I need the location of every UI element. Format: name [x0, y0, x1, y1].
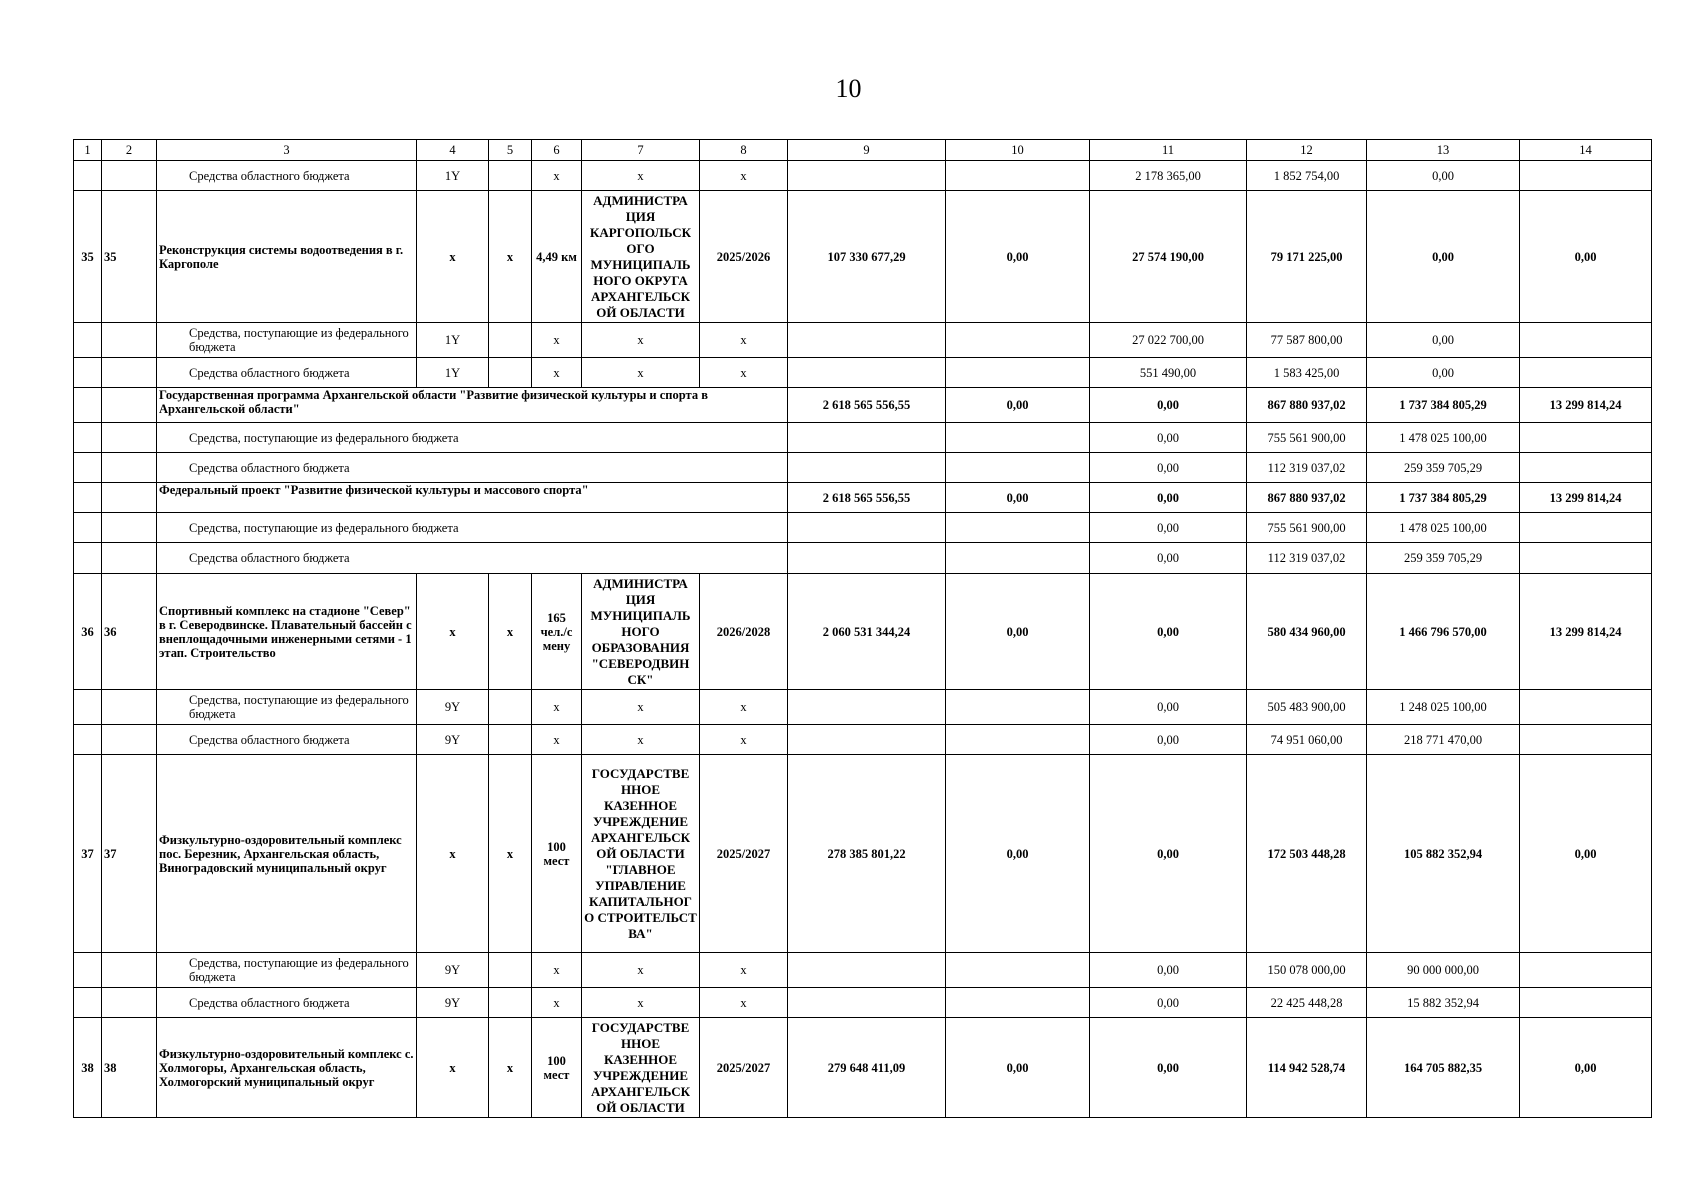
cell: 278 385 801,22 [788, 755, 946, 953]
cell: 15 882 352,94 [1367, 988, 1520, 1018]
capacity: 100 мест [532, 1018, 582, 1118]
cell: х [700, 323, 788, 358]
cell: х [532, 690, 582, 725]
row-number: 36 [74, 574, 102, 690]
cell: 0,00 [1367, 323, 1520, 358]
cell: 0,00 [1090, 755, 1247, 953]
row-name: Средства областного бюджета [157, 358, 417, 388]
customer: АДМИНИСТРА ЦИЯ МУНИЦИПАЛЬ НОГО ОБРАЗОВАНИЯ "СЕВЕРОДВИН СК" [582, 574, 700, 690]
customer: ГОСУДАРСТВЕ ННОЕ КАЗЕННОЕ УЧРЕЖДЕНИЕ АРХАНГЕЛЬСК ОЙ ОБЛАСТИ [582, 1018, 700, 1118]
cell: 22 425 448,28 [1247, 988, 1367, 1018]
program-name: Государственная программа Архангельской области "Развитие физической культуры и спорта в Архангельской области" [157, 388, 788, 423]
cell: 218 771 470,00 [1367, 725, 1520, 755]
cell: 0,00 [1090, 453, 1247, 483]
cell: 27 022 700,00 [1090, 323, 1247, 358]
row-name: Средства, поступающие из федерального бюджета [157, 513, 788, 543]
table-row [74, 453, 1652, 483]
cell: х [700, 725, 788, 755]
cell: 9Y [417, 988, 489, 1018]
cell: 1 583 425,00 [1247, 358, 1367, 388]
cell: 13 299 814,24 [1520, 388, 1652, 423]
cell: 0,00 [946, 1018, 1090, 1118]
table-row [74, 191, 1652, 323]
cell: х [700, 161, 788, 191]
cell: х [417, 574, 489, 690]
row-name: Средства, поступающие из федерального бюджета [157, 323, 417, 358]
table-row [74, 423, 1652, 453]
period: 2025/2026 [700, 191, 788, 323]
row-name: Средства областного бюджета [157, 988, 417, 1018]
cell: 0,00 [946, 191, 1090, 323]
cell: х [582, 988, 700, 1018]
cell: х [700, 953, 788, 988]
cell: х [489, 755, 532, 953]
cell: х [532, 953, 582, 988]
table-row [74, 988, 1652, 1018]
cell: х [700, 358, 788, 388]
cell: х [582, 953, 700, 988]
col-header: 12 [1247, 140, 1367, 161]
cell: 0,00 [1090, 725, 1247, 755]
cell: х [417, 191, 489, 323]
cell: х [582, 323, 700, 358]
table-row [74, 725, 1652, 755]
table-row [74, 953, 1652, 988]
col-header: 8 [700, 140, 788, 161]
cell: х [700, 988, 788, 1018]
period: 2026/2028 [700, 574, 788, 690]
period: 2025/2027 [700, 755, 788, 953]
row-name: Средства, поступающие из федерального бюджета [157, 690, 417, 725]
customer: АДМИНИСТРА ЦИЯ КАРГОПОЛЬСК ОГО МУНИЦИПАЛЬ НОГО ОКРУГА АРХАНГЕЛЬСК ОЙ ОБЛАСТИ [582, 191, 700, 323]
cell: 0,00 [1520, 755, 1652, 953]
cell: 755 561 900,00 [1247, 513, 1367, 543]
table-row [74, 358, 1652, 388]
cell: х [582, 161, 700, 191]
cell: 0,00 [1520, 191, 1652, 323]
cell: 79 171 225,00 [1247, 191, 1367, 323]
col-header: 14 [1520, 140, 1652, 161]
table-row [74, 161, 1652, 191]
cell: х [582, 690, 700, 725]
cell: 551 490,00 [1090, 358, 1247, 388]
cell: 2 060 531 344,24 [788, 574, 946, 690]
col-header: 6 [532, 140, 582, 161]
row-number: 37 [74, 755, 102, 953]
cell: 0,00 [1090, 513, 1247, 543]
cell: 0,00 [946, 388, 1090, 423]
customer: ГОСУДАРСТВЕ ННОЕ КАЗЕННОЕ УЧРЕЖДЕНИЕ АРХАНГЕЛЬСК ОЙ ОБЛАСТИ "ГЛАВНОЕ УПРАВЛЕНИЕ КАПИТАЛЬНОГ О СТРОИТЕЛЬСТ ВА" [582, 755, 700, 953]
cell: х [489, 1018, 532, 1118]
cell: 90 000 000,00 [1367, 953, 1520, 988]
table-row [74, 1018, 1652, 1118]
row-name: Средства областного бюджета [157, 161, 417, 191]
cell: 1 852 754,00 [1247, 161, 1367, 191]
col-header: 3 [157, 140, 417, 161]
cell: х [582, 358, 700, 388]
cell: 1Y [417, 358, 489, 388]
cell: 0,00 [1090, 574, 1247, 690]
cell: 77 587 800,00 [1247, 323, 1367, 358]
cell: 0,00 [1090, 483, 1247, 513]
cell: 172 503 448,28 [1247, 755, 1367, 953]
cell: 1Y [417, 161, 489, 191]
cell: 580 434 960,00 [1247, 574, 1367, 690]
cell: 1 478 025 100,00 [1367, 423, 1520, 453]
cell: 0,00 [1090, 543, 1247, 574]
cell: 9Y [417, 725, 489, 755]
col-header: 7 [582, 140, 700, 161]
cell: 0,00 [1367, 191, 1520, 323]
col-header: 9 [788, 140, 946, 161]
capacity: 165 чел./с мену [532, 574, 582, 690]
budget-table [73, 139, 1652, 1118]
row-name: Средства областного бюджета [157, 543, 788, 574]
row-number: 35 [74, 191, 102, 323]
cell: 0,00 [1090, 1018, 1247, 1118]
cell: 1 478 025 100,00 [1367, 513, 1520, 543]
cell: х [489, 574, 532, 690]
cell: 1Y [417, 323, 489, 358]
cell: 0,00 [1090, 690, 1247, 725]
cell: 0,00 [1090, 388, 1247, 423]
cell: 105 882 352,94 [1367, 755, 1520, 953]
period: 2025/2027 [700, 1018, 788, 1118]
cell: 74 951 060,00 [1247, 725, 1367, 755]
cell: 0,00 [1520, 1018, 1652, 1118]
table-row [74, 755, 1652, 953]
cell: 27 574 190,00 [1090, 191, 1247, 323]
cell: 114 942 528,74 [1247, 1018, 1367, 1118]
capacity: 100 мест [532, 755, 582, 953]
table-row [74, 574, 1652, 690]
cell: 164 705 882,35 [1367, 1018, 1520, 1118]
cell: х [532, 988, 582, 1018]
cell: 1 248 025 100,00 [1367, 690, 1520, 725]
cell: 1 466 796 570,00 [1367, 574, 1520, 690]
table-row [74, 543, 1652, 574]
cell: х [532, 725, 582, 755]
page-number: 10 [835, 74, 862, 103]
table-row [74, 513, 1652, 543]
cell: х [532, 161, 582, 191]
cell: 1 737 384 805,29 [1367, 483, 1520, 513]
cell: 1 737 384 805,29 [1367, 388, 1520, 423]
col-header: 4 [417, 140, 489, 161]
cell: х [417, 755, 489, 953]
cell: 13 299 814,24 [1520, 483, 1652, 513]
project-name: Федеральный проект "Развитие физической культуры и массового спорта" [157, 483, 788, 513]
cell: 9Y [417, 953, 489, 988]
cell: 2 178 365,00 [1090, 161, 1247, 191]
program-row [74, 388, 1652, 423]
row-number: 36 [102, 574, 157, 690]
project-row [74, 483, 1652, 513]
capacity: 4,49 км [532, 191, 582, 323]
cell: х [489, 191, 532, 323]
cell: 150 078 000,00 [1247, 953, 1367, 988]
col-header: 1 [74, 140, 102, 161]
cell: х [582, 725, 700, 755]
cell: 107 330 677,29 [788, 191, 946, 323]
col-header: 2 [102, 140, 157, 161]
table-row [74, 690, 1652, 725]
cell: 2 618 565 556,55 [788, 483, 946, 513]
object-name: Физкультурно-оздоровительный комплекс пос. Березник, Архангельская область, Виноградовский муниципальный округ [157, 755, 417, 953]
cell: 0,00 [1090, 953, 1247, 988]
cell: 13 299 814,24 [1520, 574, 1652, 690]
row-name: Средства областного бюджета [157, 453, 788, 483]
row-name: Средства, поступающие из федерального бюджета [157, 423, 788, 453]
cell: 867 880 937,02 [1247, 483, 1367, 513]
object-name: Физкультурно-оздоровительный комплекс с. Холмогоры, Архангельская область, Холмогорский муниципальный округ [157, 1018, 417, 1118]
cell: 112 319 037,02 [1247, 543, 1367, 574]
row-name: Средства, поступающие из федерального бюджета [157, 953, 417, 988]
cell: 0,00 [946, 483, 1090, 513]
cell: х [532, 358, 582, 388]
cell: 0,00 [1090, 988, 1247, 1018]
cell: 0,00 [1367, 161, 1520, 191]
cell: 112 319 037,02 [1247, 453, 1367, 483]
object-name: Реконструкция системы водоотведения в г. Каргополе [157, 191, 417, 323]
cell: 279 648 411,09 [788, 1018, 946, 1118]
cell: 755 561 900,00 [1247, 423, 1367, 453]
row-number: 38 [74, 1018, 102, 1118]
cell: 9Y [417, 690, 489, 725]
column-header-row [74, 140, 1652, 161]
cell: 867 880 937,02 [1247, 388, 1367, 423]
cell: 0,00 [1090, 423, 1247, 453]
row-number: 38 [102, 1018, 157, 1118]
cell: х [532, 323, 582, 358]
col-header: 10 [946, 140, 1090, 161]
row-number: 37 [102, 755, 157, 953]
cell: 0,00 [946, 755, 1090, 953]
col-header: 5 [489, 140, 532, 161]
cell: х [700, 690, 788, 725]
row-name: Средства областного бюджета [157, 725, 417, 755]
cell: 2 618 565 556,55 [788, 388, 946, 423]
col-header: 11 [1090, 140, 1247, 161]
cell: 0,00 [946, 574, 1090, 690]
row-number: 35 [102, 191, 157, 323]
cell: 0,00 [1367, 358, 1520, 388]
table-row [74, 323, 1652, 358]
cell: 259 359 705,29 [1367, 453, 1520, 483]
cell: 259 359 705,29 [1367, 543, 1520, 574]
cell: х [417, 1018, 489, 1118]
object-name: Спортивный комплекс на стадионе "Север" в г. Северодвинске. Плавательный бассейн с внеплощадочными инженерными сетями - 1 этап. Строительство [157, 574, 417, 690]
col-header: 13 [1367, 140, 1520, 161]
cell: 505 483 900,00 [1247, 690, 1367, 725]
